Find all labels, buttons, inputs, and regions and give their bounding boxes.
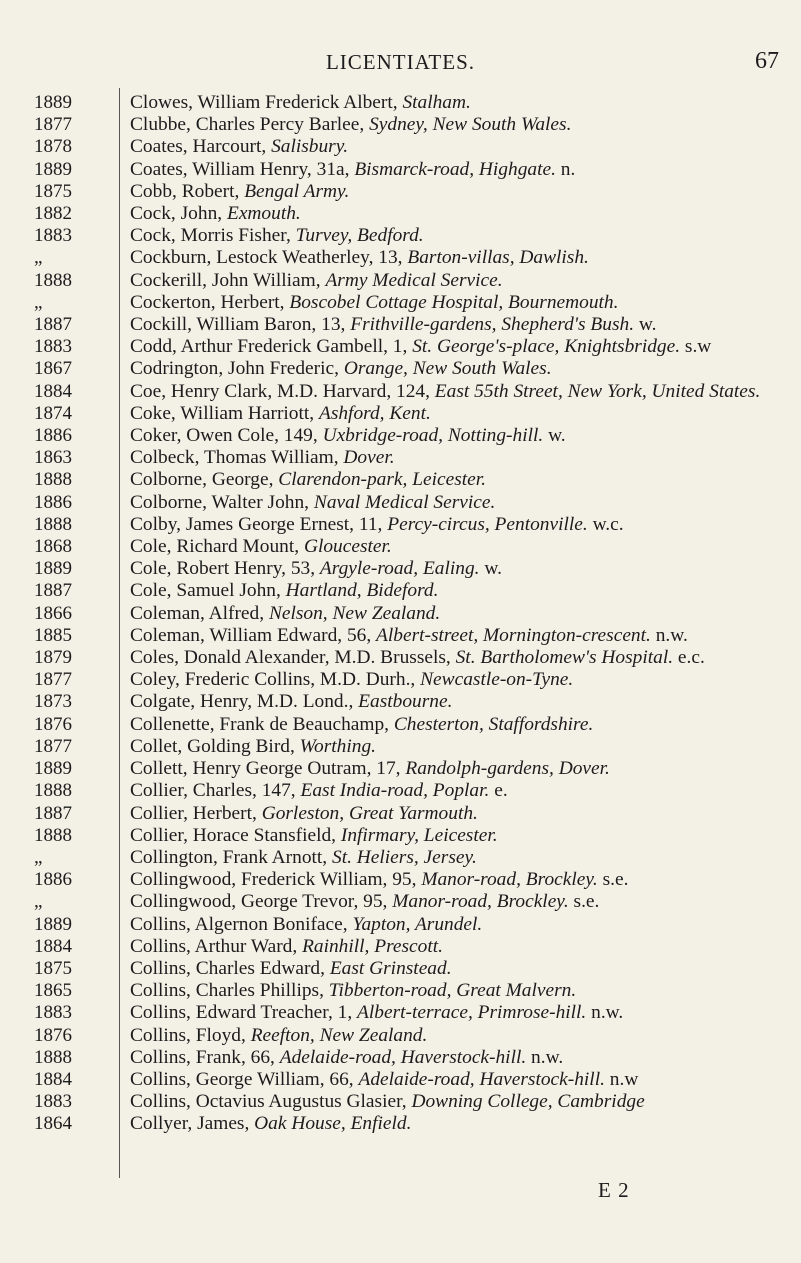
list-item xyxy=(0,469,801,491)
entry-address: Rainhill, Prescott. xyxy=(302,935,443,957)
entry-year: 1889 xyxy=(34,758,72,780)
entry-name: Collier, Herbert, xyxy=(130,802,262,824)
entry-address: Chesterton, Staffordshire. xyxy=(393,713,594,735)
entry-text xyxy=(130,292,801,314)
entry-address: Bengal Army. xyxy=(244,180,350,202)
entry-year: 1888 xyxy=(34,469,72,491)
list-item xyxy=(0,691,801,713)
entry-year: 1886 xyxy=(34,491,72,513)
entry-name: Collins, Algernon Boniface, xyxy=(130,913,353,935)
entry-year: 1889 xyxy=(34,158,72,180)
list-item xyxy=(0,1002,801,1024)
entry-text xyxy=(130,1002,801,1024)
entry-address: Nelson, New Zealand. xyxy=(268,602,441,624)
entry-name: Collier, Charles, 147, xyxy=(130,780,301,802)
list-item xyxy=(0,558,801,580)
entry-address: Orange, New South Wales. xyxy=(343,358,552,380)
entry-year: 1887 xyxy=(34,314,72,336)
entry-name: Collingwood, George Trevor, 95, xyxy=(130,891,393,913)
entry-text xyxy=(130,647,801,669)
entry-year: 1888 xyxy=(34,269,72,291)
list-item xyxy=(0,358,801,380)
entry-text xyxy=(130,1113,801,1135)
entry-year: 1887 xyxy=(34,580,72,602)
entry-text xyxy=(130,270,801,292)
entry-name: Coleman, William Edward, 56, xyxy=(130,624,377,646)
entry-name: Codd, Arthur Frederick Gambell, 1, xyxy=(130,336,413,358)
entry-name: Coe, Henry Clark, M.D. Harvard, 124, xyxy=(130,380,435,402)
entry-address: Naval Medical Service. xyxy=(313,491,496,513)
entry-address: Albert-terrace, Primrose-hill. xyxy=(357,1002,587,1024)
entry-text xyxy=(130,1091,801,1113)
list-item xyxy=(0,780,801,802)
entry-text xyxy=(130,425,801,447)
entry-address: Gorleston, Great Yarmouth. xyxy=(261,802,478,824)
entry-address: Yapton, Arundel. xyxy=(352,913,483,935)
list-item xyxy=(0,114,801,136)
entry-name: Clowes, William Frederick Albert, xyxy=(130,92,403,113)
entry-text xyxy=(130,514,801,536)
list-item xyxy=(0,803,801,825)
entry-text xyxy=(130,536,801,558)
entry-district: w. xyxy=(543,425,566,447)
entry-text xyxy=(130,980,801,1002)
entry-name: Colborne, George, xyxy=(130,469,279,491)
entry-text xyxy=(130,914,801,936)
entry-year: 1874 xyxy=(34,402,72,424)
list-item xyxy=(0,292,801,314)
entry-address: Argyle-road, Ealing. xyxy=(319,558,480,580)
entry-name: Colby, James George Ernest, 11, xyxy=(130,513,388,535)
entry-text xyxy=(130,181,801,203)
entry-year: 1883 xyxy=(34,225,72,247)
list-item xyxy=(0,425,801,447)
entry-address: Downing College, Cambridge xyxy=(411,1091,645,1113)
entry-text xyxy=(130,736,801,758)
list-item xyxy=(0,714,801,736)
entry-name: Collet, Golding Bird, xyxy=(130,735,300,757)
entry-address: Reefton, New Zealand. xyxy=(250,1024,428,1046)
entry-year: 1887 xyxy=(34,802,72,824)
list-item xyxy=(0,914,801,936)
entry-text xyxy=(130,114,801,136)
entry-district: n.w. xyxy=(650,624,688,646)
list-item xyxy=(0,869,801,891)
list-item xyxy=(0,736,801,758)
entry-year: 1877 xyxy=(34,735,72,757)
entry-text xyxy=(130,358,801,380)
entry-address: St. Heliers, Jersey. xyxy=(332,846,477,868)
entry-name: Coates, Harcourt, xyxy=(130,136,272,158)
entry-district: n. xyxy=(555,158,576,180)
entry-district: n.w. xyxy=(526,1046,564,1068)
entry-year: 1888 xyxy=(34,513,72,535)
entry-name: Coates, William Henry, 31a, xyxy=(130,158,355,180)
entry-year: 1885 xyxy=(34,624,72,646)
entry-name: Collier, Horace Stansfield, xyxy=(130,824,341,846)
entry-text xyxy=(130,1047,801,1069)
list-item xyxy=(0,1091,801,1113)
entry-year: 1878 xyxy=(34,136,72,158)
entry-year: 1886 xyxy=(34,869,72,891)
entry-year: 1864 xyxy=(34,1113,72,1135)
entry-text xyxy=(130,958,801,980)
list-item xyxy=(0,536,801,558)
list-item xyxy=(0,447,801,469)
entry-address: Albert-street, Mornington-crescent. xyxy=(376,624,651,646)
entry-name: Collins, Charles Edward, xyxy=(130,957,330,979)
entry-address: Uxbridge-road, Notting-hill. xyxy=(322,425,544,447)
entry-address: Hartland, Bideford. xyxy=(285,580,439,602)
entry-name: Collins, Octavius Augustus Glasier, xyxy=(130,1091,412,1113)
entry-name: Cockburn, Lestock Weatherley, 13, xyxy=(130,247,408,269)
entry-address: Frithville-gardens, Shepherd's Bush. xyxy=(350,314,635,336)
entry-address: St. Bartholomew's Hospital. xyxy=(455,647,674,669)
entry-text xyxy=(130,780,801,802)
list-item xyxy=(0,669,801,691)
entry-year: 1868 xyxy=(34,536,72,558)
entry-address: East 55th Street, New York, United States. xyxy=(434,380,761,402)
entry-name: Collingwood, Frederick William, 95, xyxy=(130,869,422,891)
page-number: 67 xyxy=(755,48,779,74)
list-item xyxy=(0,1025,801,1047)
entry-address: Barton-villas, Dawlish. xyxy=(407,247,589,269)
list-item xyxy=(0,159,801,181)
entry-district: w. xyxy=(634,314,657,336)
list-item xyxy=(0,847,801,869)
entry-address: Infirmary, Leicester. xyxy=(340,824,498,846)
entry-name: Coleman, Alfred, xyxy=(130,602,269,624)
entry-name: Collins, Floyd, xyxy=(130,1024,251,1046)
entry-address: Sydney, New South Wales. xyxy=(369,114,572,136)
entry-text xyxy=(130,625,801,647)
entry-year: „ xyxy=(34,291,43,313)
list-item xyxy=(0,403,801,425)
entry-name: Collins, Edward Treacher, 1, xyxy=(130,1002,358,1024)
entry-address: Adelaide-road, Haverstock-hill. xyxy=(279,1046,527,1068)
entry-text xyxy=(130,891,801,913)
entry-district: n.w. xyxy=(586,1002,624,1024)
entry-name: Cock, Morris Fisher, xyxy=(130,225,296,247)
entry-name: Collins, Charles Phillips, xyxy=(130,980,329,1002)
entry-year: 1879 xyxy=(34,647,72,669)
list-item xyxy=(0,958,801,980)
entry-address: Percy-circus, Pentonville. xyxy=(387,513,588,535)
entry-name: Coles, Donald Alexander, M.D. Brussels, xyxy=(130,647,456,669)
signature-mark: E 2 xyxy=(598,1178,630,1202)
entry-address: Worthing. xyxy=(299,735,376,757)
entry-year: 1877 xyxy=(34,669,72,691)
entry-text xyxy=(130,403,801,425)
entry-text xyxy=(130,447,801,469)
entry-address: Gloucester. xyxy=(303,536,392,558)
entry-text xyxy=(130,603,801,625)
entry-year: 1873 xyxy=(34,691,72,713)
entry-address: Oak House, Enfield. xyxy=(254,1113,412,1135)
entry-year: 1883 xyxy=(34,336,72,358)
entry-name: Colborne, Walter John, xyxy=(130,491,314,513)
entry-address: Dover. xyxy=(343,447,395,469)
entry-text xyxy=(130,580,801,602)
entry-name: Cobb, Robert, xyxy=(130,180,245,202)
entry-name: Cockerton, Herbert, xyxy=(130,291,290,313)
entry-district: e. xyxy=(489,780,508,802)
list-item xyxy=(0,381,801,403)
entry-year: „ xyxy=(34,846,43,868)
entry-name: Codrington, John Frederic, xyxy=(130,358,344,380)
entry-text xyxy=(130,869,801,891)
entry-year: 1875 xyxy=(34,180,72,202)
entry-year: 1863 xyxy=(34,447,72,469)
entry-district: w. xyxy=(479,558,502,580)
entry-text xyxy=(130,492,801,514)
entry-text xyxy=(130,691,801,713)
list-item xyxy=(0,492,801,514)
entry-text xyxy=(130,225,801,247)
entry-address: Clarendon-park, Leicester. xyxy=(278,469,486,491)
entry-year: 1889 xyxy=(34,558,72,580)
entry-name: Collett, Henry George Outram, 17, xyxy=(130,758,406,780)
entry-year: 1889 xyxy=(34,913,72,935)
entries-list xyxy=(0,92,801,1136)
entry-year: 1888 xyxy=(34,824,72,846)
list-item xyxy=(0,1069,801,1091)
entry-text xyxy=(130,936,801,958)
entry-text xyxy=(130,381,801,403)
entry-text xyxy=(130,714,801,736)
entry-year: 1877 xyxy=(34,114,72,136)
entry-address: Boscobel Cottage Hospital, Bournemouth. xyxy=(289,291,619,313)
entry-address: Exmouth. xyxy=(226,203,301,225)
list-item xyxy=(0,92,801,114)
entry-year: 1876 xyxy=(34,1024,72,1046)
list-item xyxy=(0,225,801,247)
entry-text xyxy=(130,203,801,225)
entry-address: Adelaide-road, Haverstock-hill. xyxy=(358,1068,605,1090)
entry-year: 1882 xyxy=(34,203,72,225)
entry-text xyxy=(130,1025,801,1047)
entry-year: 1888 xyxy=(34,780,72,802)
list-item xyxy=(0,825,801,847)
entry-year: 1883 xyxy=(34,1091,72,1113)
entry-name: Collenette, Frank de Beauchamp, xyxy=(130,713,394,735)
entry-text xyxy=(130,1069,801,1091)
list-item xyxy=(0,314,801,336)
entry-year: 1889 xyxy=(34,92,72,113)
entry-year: 1876 xyxy=(34,713,72,735)
entry-name: Cole, Richard Mount, xyxy=(130,536,304,558)
entry-name: Cockerill, John William, xyxy=(130,269,326,291)
entry-name: Clubbe, Charles Percy Barlee, xyxy=(130,114,370,136)
list-item xyxy=(0,580,801,602)
entry-address: Randolph-gardens, Dover. xyxy=(405,758,610,780)
entry-address: Eastbourne. xyxy=(358,691,453,713)
entry-address: Tibberton-road, Great Malvern. xyxy=(328,980,577,1002)
entry-address: St. George's-place, Knightsbridge. xyxy=(412,336,681,358)
list-item xyxy=(0,270,801,292)
entry-name: Cockill, William Baron, 13, xyxy=(130,314,351,336)
entry-district: n.w xyxy=(604,1068,639,1090)
entry-year: 1888 xyxy=(34,1046,72,1068)
entry-text xyxy=(130,247,801,269)
entry-name: Colgate, Henry, M.D. Lond., xyxy=(130,691,359,713)
entry-text xyxy=(130,136,801,158)
entry-name: Collins, Arthur Ward, xyxy=(130,935,303,957)
list-item xyxy=(0,514,801,536)
list-item xyxy=(0,1047,801,1069)
entry-address: Stalham. xyxy=(402,92,471,113)
entry-address: Salisbury. xyxy=(271,136,349,158)
entry-year: 1884 xyxy=(34,1068,72,1090)
entry-address: Army Medical Service. xyxy=(325,269,503,291)
entry-text xyxy=(130,92,801,114)
list-item xyxy=(0,936,801,958)
entry-address: East India-road, Poplar. xyxy=(300,780,490,802)
entry-text xyxy=(130,758,801,780)
page-header xyxy=(0,50,801,80)
running-title: LICENTIATES. xyxy=(325,50,476,74)
entry-text xyxy=(130,847,801,869)
list-item xyxy=(0,891,801,913)
entry-address: Manor-road, Brockley. xyxy=(421,869,598,891)
entry-year: 1865 xyxy=(34,980,72,1002)
entry-text xyxy=(130,803,801,825)
list-item xyxy=(0,203,801,225)
entry-district: s.e. xyxy=(568,891,600,913)
entry-address: Newcastle-on-Tyne. xyxy=(420,669,574,691)
list-item xyxy=(0,647,801,669)
entry-text xyxy=(130,825,801,847)
entry-year: „ xyxy=(34,247,43,269)
list-item xyxy=(0,980,801,1002)
entry-name: Coke, William Harriott, xyxy=(130,402,319,424)
entry-text xyxy=(130,336,801,358)
entry-name: Collins, George William, 66, xyxy=(130,1068,359,1090)
entry-name: Coley, Frederic Collins, M.D. Durh., xyxy=(130,669,421,691)
entry-address: East Grinstead. xyxy=(329,957,452,979)
entry-year: 1867 xyxy=(34,358,72,380)
entry-year: 1884 xyxy=(34,380,72,402)
entry-name: Collyer, James, xyxy=(130,1113,255,1135)
list-item xyxy=(0,603,801,625)
entry-name: Cock, John, xyxy=(130,203,227,225)
entry-address: Ashford, Kent. xyxy=(318,402,431,424)
list-item xyxy=(0,336,801,358)
list-item xyxy=(0,181,801,203)
entry-text xyxy=(130,469,801,491)
entry-year: 1875 xyxy=(34,957,72,979)
list-item xyxy=(0,136,801,158)
entry-text xyxy=(130,669,801,691)
list-item xyxy=(0,758,801,780)
entry-district: e.c. xyxy=(673,647,705,669)
entry-address: Turvey, Bedford. xyxy=(295,225,424,247)
list-item xyxy=(0,247,801,269)
list-item xyxy=(0,1113,801,1135)
entry-year: 1884 xyxy=(34,935,72,957)
entry-year: „ xyxy=(34,891,43,913)
entry-name: Collins, Frank, 66, xyxy=(130,1046,280,1068)
entry-text xyxy=(130,159,801,181)
entry-district: s.e. xyxy=(597,869,629,891)
entry-name: Collington, Frank Arnott, xyxy=(130,846,332,868)
entry-year: 1866 xyxy=(34,602,72,624)
entry-text xyxy=(130,314,801,336)
list-item xyxy=(0,625,801,647)
entry-address: Bismarck-road, Highgate. xyxy=(354,158,556,180)
entry-year: 1886 xyxy=(34,425,72,447)
entry-address: Manor-road, Brockley. xyxy=(392,891,569,913)
entry-name: Cole, Samuel John, xyxy=(130,580,286,602)
entry-name: Coker, Owen Cole, 149, xyxy=(130,425,323,447)
entry-district: s.w xyxy=(680,336,712,358)
entry-district: w.c. xyxy=(587,513,624,535)
entry-year: 1883 xyxy=(34,1002,72,1024)
entry-name: Cole, Robert Henry, 53, xyxy=(130,558,320,580)
entry-text xyxy=(130,558,801,580)
entry-name: Colbeck, Thomas William, xyxy=(130,447,344,469)
